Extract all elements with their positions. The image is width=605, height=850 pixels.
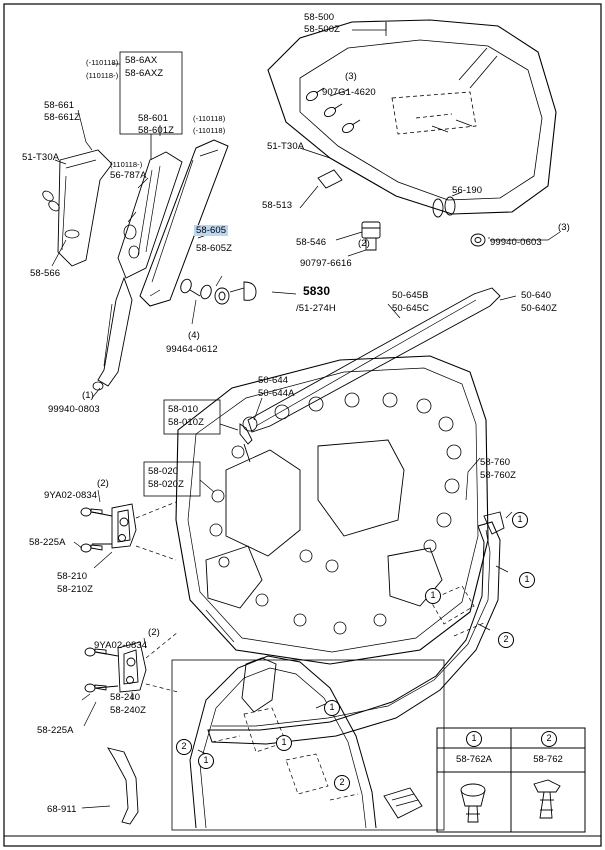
label-68-911: 68-911 [47, 804, 77, 815]
label-58-210: 58-210 [57, 571, 88, 582]
label-58-605Z: 58-605Z [196, 243, 233, 254]
label-58-546: 58-546 [296, 237, 327, 248]
label-58-6AXZ: 58-6AXZ [125, 68, 164, 79]
label-qty-2-upper-hinge: (2) [97, 478, 109, 489]
label-58-225A-lower: 58-225A [37, 725, 74, 736]
label-99464-0612: 99464-0612 [166, 344, 218, 355]
label-qty-2: (2) [358, 238, 370, 249]
label-note-110118-b: (-110118) [193, 126, 226, 135]
label-qty-3-top: (3) [345, 71, 357, 82]
label-50-645B: 50-645B [392, 290, 429, 301]
label-58-760: 58-760 [480, 457, 511, 468]
label-note-58-6AXZ: (110118-) [86, 71, 119, 80]
label-qty-2-lower-hinge: (2) [148, 627, 160, 638]
label-99940-0603: 99940-0603 [490, 237, 542, 248]
label-qty-4: (4) [188, 330, 200, 341]
label-58-010: 58-010 [168, 404, 199, 415]
label-58-020: 58-020 [148, 466, 179, 477]
label-9YA02-0834-lower: 9YA02-0834 [94, 640, 148, 651]
label-note-58-6AX: (-110118) [86, 58, 119, 67]
label-58-601Z: 58-601Z [138, 125, 175, 136]
label-58-240Z: 58-240Z [110, 705, 147, 716]
callout-1-b: 1 [519, 572, 535, 588]
label-58-566: 58-566 [30, 268, 61, 279]
label-50-645C: 50-645C [392, 303, 430, 314]
callout-1-d: 1 [324, 700, 340, 716]
callout-1-a: 1 [512, 512, 528, 528]
label-note-110118-c: (110118-) [110, 160, 143, 169]
highlighted-part-number: 58-605 [196, 225, 227, 236]
label-50-644A: 50-644A [258, 388, 295, 399]
callout-1-c: 1 [425, 588, 441, 604]
callout-1-f: 1 [198, 753, 214, 769]
label-qty-1: (1) [82, 390, 94, 401]
callout-2-b: 2 [176, 739, 192, 755]
label-58-760Z: 58-760Z [480, 470, 517, 481]
label-58-500: 58-500 [304, 12, 335, 23]
label-58-210Z: 58-210Z [57, 584, 94, 595]
label-note-110118-a: (-110118) [193, 114, 226, 123]
label-qty-3-right: (3) [558, 222, 570, 233]
label-58-225A-upper: 58-225A [29, 537, 66, 548]
label-50-640Z: 50-640Z [521, 303, 558, 314]
label-50-644: 50-644 [258, 375, 289, 386]
label-5830: 5830 [303, 284, 331, 298]
legend-callout-1: 1 [466, 731, 482, 747]
label-58-601: 58-601 [138, 113, 169, 124]
label-51-T30A-right: 51-T30A [267, 141, 305, 152]
label-58-6AX: 58-6AX [125, 55, 158, 66]
label-50-640: 50-640 [521, 290, 552, 301]
label-907G1-4620: 907G1-4620 [322, 87, 376, 98]
label-56-190: 56-190 [452, 185, 483, 196]
label-58-500Z: 58-500Z [304, 24, 341, 35]
label-51-274H: /51-274H [296, 303, 336, 314]
label-99940-0803: 99940-0803 [48, 404, 100, 415]
callout-2-a: 2 [498, 632, 514, 648]
label-58-240: 58-240 [110, 692, 141, 703]
label-58-661: 58-661 [44, 100, 75, 111]
legend-part-58-762: 58-762 [533, 754, 563, 765]
label-58-020Z: 58-020Z [148, 479, 185, 490]
label-51-T30A-left: 51-T30A [22, 152, 60, 163]
label-58-605-highlight [194, 225, 228, 236]
legend-part-58-762A: 58-762A [456, 754, 492, 765]
label-58-010Z: 58-010Z [168, 417, 205, 428]
callout-2-c: 2 [334, 775, 350, 791]
legend-callout-2: 2 [541, 731, 557, 747]
label-56-787A: 56-787A [110, 170, 147, 181]
label-58-661Z: 58-661Z [44, 112, 81, 123]
label-9YA02-0834-upper: 9YA02-0834 [44, 490, 98, 501]
label-90797-6616: 90797-6616 [300, 258, 352, 269]
label-58-513: 58-513 [262, 200, 293, 211]
callout-1-e: 1 [276, 735, 292, 751]
